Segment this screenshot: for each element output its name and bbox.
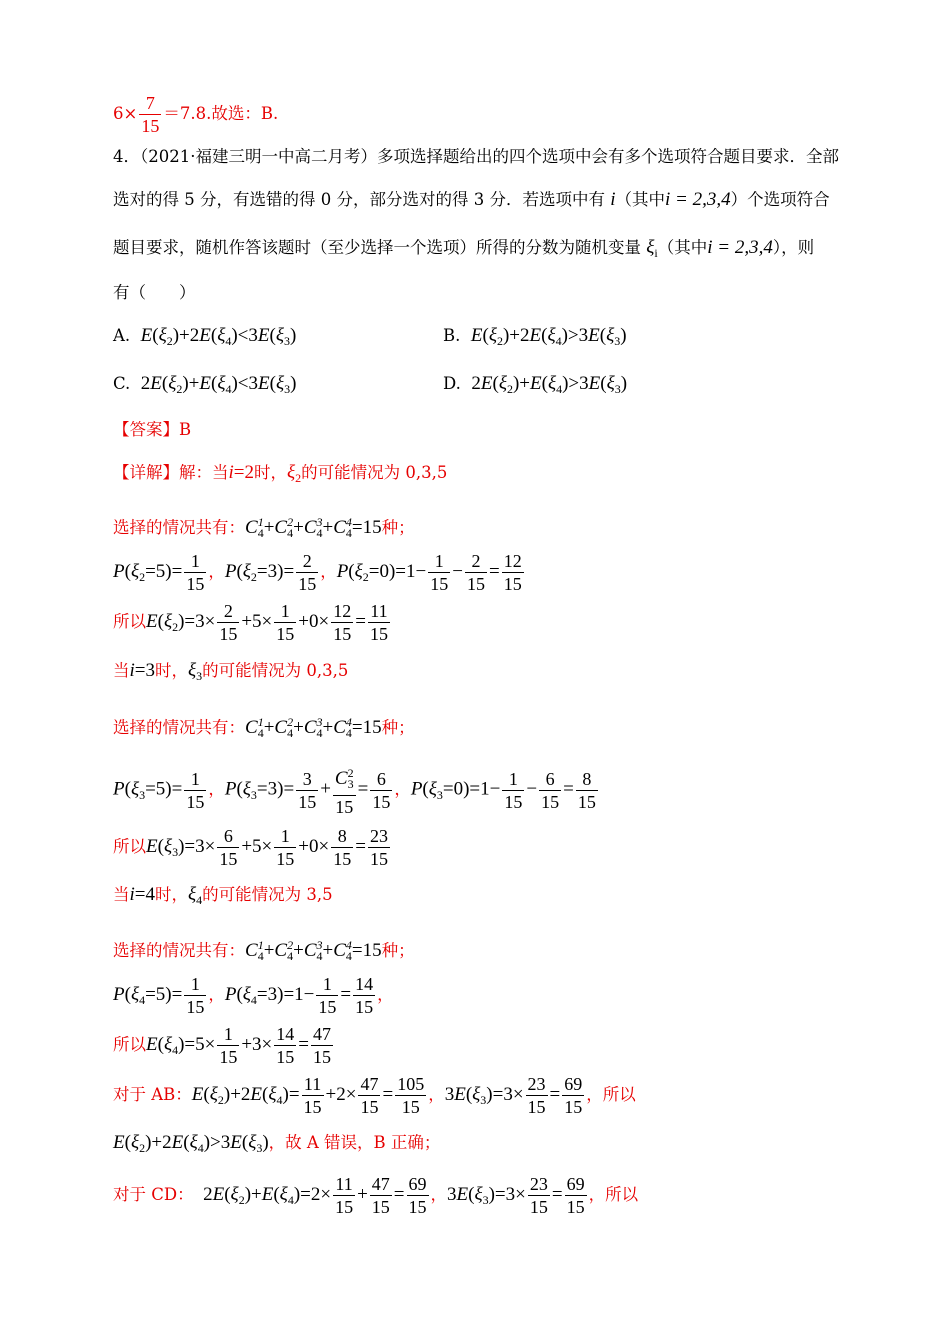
text: 所以 (602, 1085, 636, 1104)
choose-line-3: 选择的情况共有：$C^1_4+C^2_4+C^3_4+C^4_4=15$种； (113, 938, 415, 963)
option-c: C. $2E(\xi_2)+E(\xi_4)<3E(\xi_3)$ (113, 373, 297, 396)
compare-cd: 对于 CD： $2E(\xi_2)+E(\xi_4)=2\times$ $\frac{11}{15}$ + $\frac{47}{15}$ = $\frac{69}{15}$ ，$3E(\xi_3)=3\times$ $\frac{23}{15}$ = $\frac{69}{15}$ ，所以 (113, 1174, 639, 1217)
text: 当 (113, 661, 130, 680)
choose-line-2: 选择的情况共有：$C^1_4+C^2_4+C^3_4+C^4_4=15$种； (113, 715, 415, 740)
text: 时， (155, 661, 188, 680)
denominator: 15 (141, 116, 160, 136)
text: 6× (113, 104, 138, 123)
text: 种； (381, 518, 415, 537)
text: 的可能情况为 0,3,5 (202, 661, 349, 680)
text: ），则 (772, 238, 815, 257)
prob-line-2: $P(\xi_2=5)=$ $\frac{1}{15}$ ，$P(\xi_2=3)=$ $\frac{2}{15}$ ，$P(\xi_2=0)=1-$ $\frac{1}{15}$ − $\frac{2}{15}$ = $\frac{12}{15}$ (113, 551, 522, 594)
text: 选对的得 5 分，有选错的得 0 分，部分选对的得 3 分．若选项中有 (113, 190, 611, 209)
compare-ab-conclusion: $E(\xi_2)+2E(\xi_4)>3E(\xi_3)$，故 A 错误，B 正确； (113, 1132, 441, 1155)
detail-label: 【详解】 (113, 463, 179, 482)
text: 的可能情况为 3,5 (202, 885, 333, 904)
math-range: i = 2,3,4 (707, 237, 773, 258)
expect-line-3: 所以$E(\xi_3)=3\times$ $\frac{6}{15}$ +5× $\frac{1}{15}$ +0× $\frac{8}{15}$ = $\frac{23}{15}$ (113, 826, 388, 869)
choose-line-1: 选择的情况共有：$C^1_4+C^2_4+C^3_4+C^4_4=15$种； (113, 515, 415, 540)
text: 所以 (113, 837, 146, 856)
text: 的可能情况为 0,3,5 (301, 463, 448, 482)
math-range: i = 2,3,4 (665, 189, 731, 210)
question-line-1: 4．（2021·福建三明一中高二月考）多项选择题给出的四个选项中会有多个选项符合题目要求．全部 (113, 147, 839, 166)
text: 种； (381, 941, 415, 960)
text: 所以 (605, 1185, 639, 1204)
fraction (139, 92, 161, 137)
option-b: B. $E(\xi_2)+2E(\xi_4)>3E(\xi_3)$ (443, 325, 627, 348)
text: 解：当 (179, 463, 229, 482)
question-line-4: 有（ ） (113, 283, 196, 302)
text: 选择的情况共有： (113, 941, 245, 960)
case-3: 当i=3时，$\xi_3$的可能情况为 0,3,5 (113, 660, 349, 683)
question-line-2 (113, 190, 830, 210)
option-a: A. $E(\xi_2)+2E(\xi_4)<3E(\xi_3)$ (113, 325, 297, 348)
text: ，故 A 错误，B 正确； (268, 1133, 441, 1152)
text: 对于 CD： (113, 1185, 194, 1204)
compare-ab: 对于 AB：$E(\xi_2)+2E(\xi_4)=$ $\frac{11}{15}$ +2× $\frac{47}{15}$ = $\frac{105}{15}$ ，$3E(\xi_3)=3\times$ $\frac{23}{15}$ = $\frac{69}{15}$ ，所以 (113, 1074, 636, 1117)
text: 选择的情况共有： (113, 718, 245, 737)
text: 所以 (113, 612, 146, 631)
prob-line-3: $P(\xi_3=5)=$ $\frac{1}{15}$ ，$P(\xi_3=3)=$ $\frac{3}{15}$ + $\frac{C^2_3}{15}$ = $\frac{6}{15}$ ，$P(\xi_3=0)=1-$ $\frac{1}{15}$ − $\frac{6}{15}$ = $\frac{8}{15}$ (113, 762, 600, 818)
text: （其中 (615, 190, 665, 209)
text: 选择的情况共有： (113, 518, 245, 537)
answer-value: B (179, 420, 192, 439)
option-d: D. $2E(\xi_2)+E(\xi_4)>3E(\xi_3)$ (443, 373, 628, 396)
question-line-3 (113, 238, 814, 263)
text: （其中 (657, 238, 708, 257)
text: 种； (381, 718, 415, 737)
prob-line-4: $P(\xi_4=5)=$ $\frac{1}{15}$ ，$P(\xi_4=3)=1-$ $\frac{1}{15}$ = $\frac{14}{15}$ ， (113, 974, 394, 1017)
detail-intro: 【详解】解：当i=2时，$\xi_2$的可能情况为 0,3,5 (113, 462, 448, 485)
case-4: 当i=4时，$\xi_4$的可能情况为 3,5 (113, 884, 333, 907)
math-xi: $\xi_i$ (646, 237, 658, 260)
text: 当 (113, 885, 130, 904)
expect-line-2: 所以$E(\xi_2)=3\times$ $\frac{2}{15}$ +5× $\frac{1}{15}$ +0× $\frac{12}{15}$ = $\frac{11}{15}$ (113, 601, 388, 644)
text: 所以 (113, 1035, 146, 1054)
expect-line-4: 所以$E(\xi_4)=5\times$ $\frac{1}{15}$ +3× $\frac{14}{15}$ = $\frac{47}{15}$ (113, 1024, 331, 1067)
text: 时， (155, 885, 188, 904)
text: 题目要求，随机作答该题时（至少选择一个选项）所得的分数为随机变量 (113, 238, 647, 257)
previous-answer-line (113, 92, 278, 137)
answer-label: 【答案】 (113, 420, 179, 439)
text: ＝7.8.故选：B. (163, 104, 279, 123)
numerator: 7 (139, 92, 161, 115)
text: 对于 AB： (113, 1085, 192, 1104)
text: 时， (254, 463, 287, 482)
text: ）个选项符合 (730, 190, 830, 209)
answer-line (113, 420, 191, 440)
math-i: i (610, 189, 616, 210)
